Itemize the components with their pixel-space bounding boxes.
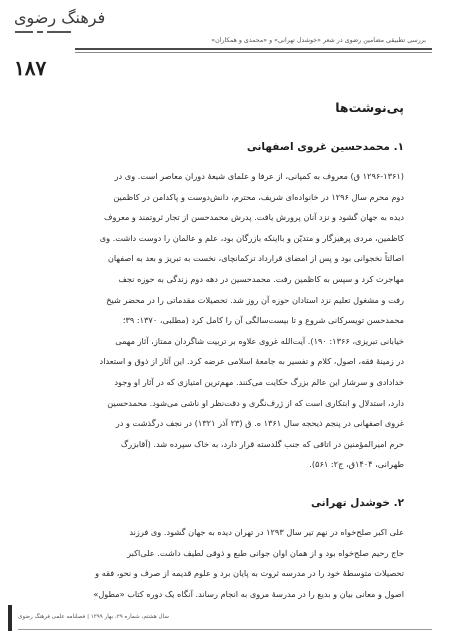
paragraph-line: حاج رحیم صلح‌خواه بود و از همان اوان جوانی طبع و ذوقی لطیف داشت. علی‌اکبر [127, 547, 404, 558]
entry-heading: ۲. خوشدل تهرانی [311, 496, 404, 509]
page-number: ۱۸۷ [14, 56, 47, 80]
header-rule [75, 48, 432, 50]
paragraph-line: رفت و مشغول تعلیم نزد استادان حوزه آن روز شد. تحصیلات مقدماتی را در محضر شیخ [106, 294, 404, 305]
logo-underline-decoration [15, 31, 71, 33]
paragraph-line: طهرانی، ۱۴۰۴ق، ج۲: ۵۶۱). [309, 459, 404, 470]
footer-rule [18, 629, 432, 630]
paragraph-line: دوم محرم سال ۱۲۹۶ در خانواده‌ای شریف، محترم، دانش‌دوست و پاکدامن در کاظمین [113, 191, 404, 202]
paragraph-line: حرم امیرالمؤمنین در اتاقی که جنب گلدسته قرار دارد، به خاک سپرده شد. (آقابزرگ [120, 438, 404, 449]
section-title: پی‌نوشت‌ها [335, 100, 404, 115]
entry-paragraph [54, 522, 404, 604]
paragraph-line: غروی اصفهانی در پنجم ذیحجه سال ۱۳۶۱ ه. ق (۲۳ آذر ۱۳۲۱) در نجف درگذشت و در [115, 418, 404, 429]
paragraph-line: محمدحسن تویسرکانی شروع و تا بیست‌سالگی آن را کامل کرد (مطلبی، ۱۳۷۰: ۳۹؛ [122, 315, 404, 326]
paragraph-line: خدادادی و سرشار این عالم بزرگ حکایت می‌کنند. مهم‌ترین امتیازی که در آثار او وجود [114, 376, 404, 387]
note-entry-2 [54, 497, 404, 604]
entry-paragraph [54, 166, 404, 475]
main-content [54, 100, 404, 604]
paragraph-line: خیابانی تبریزی، ۱۳۶۶: ۱۹۰). آیت‌الله غروی علاوه بر تربیت شاگردان ممتاز، آثار مهمی [115, 335, 404, 346]
paragraph-line: کاظمین، مردی پرهیزگار و متدیّن و بااینکه بازرگان بود، علم و عالمان را دوست داشت. وی [99, 232, 404, 243]
paragraph-line: مهاجرت کرد و سپس به کاظمین رفت. محمدحسین در دهه دوم زندگی به حوزه نجف [118, 273, 404, 284]
paragraph-line: دارد، استدلال و ابتکاری است که از ژرف‌نگری و دقت‌نظر او ناشی می‌شود. محمدحسین [107, 397, 404, 408]
paragraph-line: اصول و معانی بیان و بدیع را در مدرسهٔ مروی به انجام رساند. آنگاه یک دوره کتاب «مطول» [93, 588, 404, 599]
footer-citation: سال هشتم، شماره ۲۹، بهار ۱۳۹۹ | فصلنامه علمی فرهنگ رضوی [18, 614, 169, 620]
footer-marker-bar [8, 605, 12, 631]
paragraph-line: (۱۲۹۶-۱۳۶۱ ق) معروف به کمپانی، از عرفا و علمای شیعهٔ دوران معاصر است. وی در [114, 171, 404, 181]
paragraph-line: اصالتاً نخجوانی بود و پس از امضای قرارداد ترکمانچای، نخست به تبریز و بعد به اصفهان [107, 253, 404, 264]
entry-heading: ۱. محمدحسین غروی اصفهانی [246, 141, 404, 153]
running-title: بررسی تطبیقی مضامین رضوی در شعر «خوشدل تهرانی» و «محمدی و همکاران» [211, 37, 426, 44]
paragraph-line: دیده به جهان گشود و نزد آنان پرورش یافت. پدرش محمدحسن از تجار ثروتمند و معروف [104, 212, 404, 223]
journal-logo: فرهنگ رضوی [14, 8, 106, 27]
paragraph-line: تحصیلات متوسطهٔ خود را در مدرسه ثروت به پایان برد و علوم قدیمه از صرف و نحو، فقه و [95, 568, 404, 579]
paragraph-line: در زمینهٔ فقه، اصول، کلام و تفسیر به جامعهٔ اسلامی عرضه کرد. این آثار از ذوق و استعداد [99, 356, 404, 367]
paragraph-line: علی اکبر صلح‌خواه در نهم تیر سال ۱۲۹۳ در تهران دیده به جهان گشود. وی فرزند [129, 526, 404, 537]
note-entry-1 [54, 141, 404, 475]
